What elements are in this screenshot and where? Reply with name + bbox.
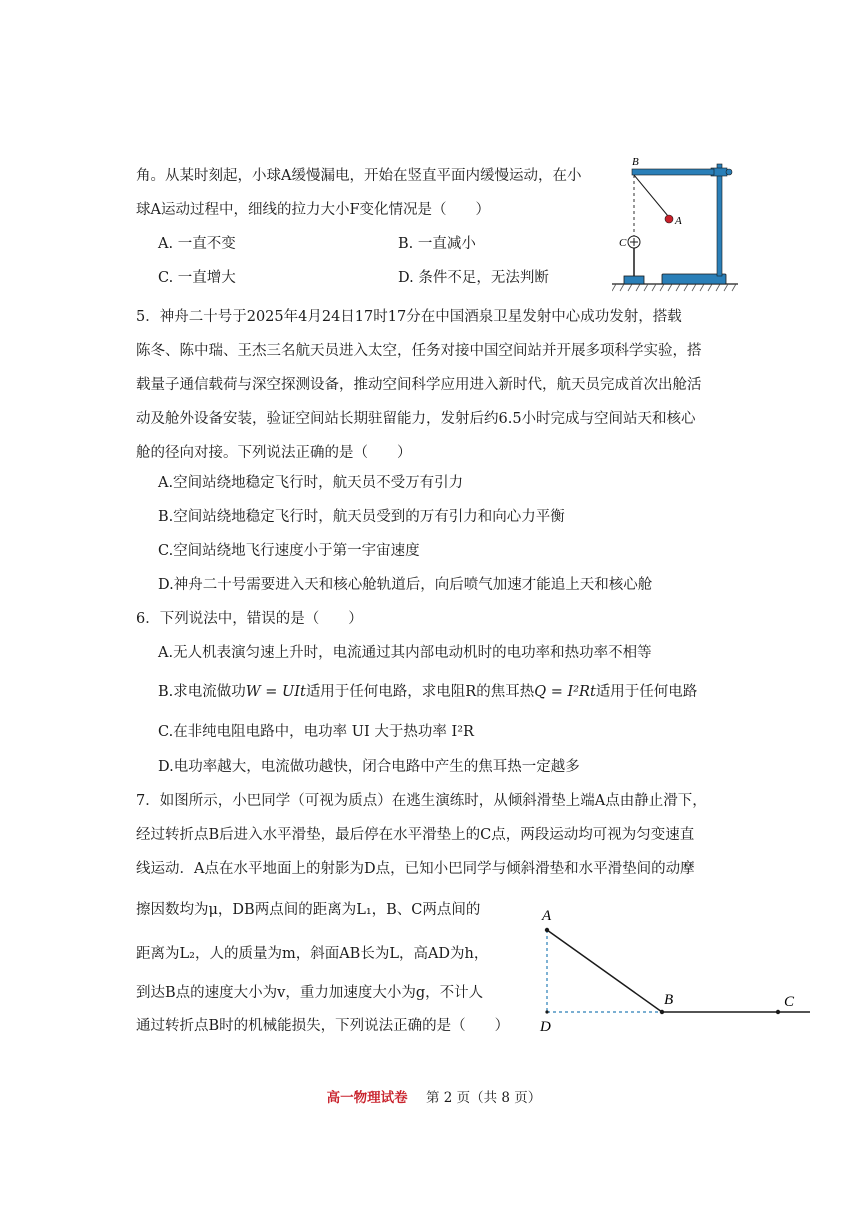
exam-title: 高一物理试卷 — [326, 1090, 408, 1106]
formula-w-uit: W = UIt — [245, 684, 306, 700]
page-footer — [0, 1086, 868, 1106]
q5-option-d: D.神舟二十号需要进入天和核心舱轨道后，向后喷气加速才能追上天和核心舱 — [158, 577, 653, 593]
q7-stem-line-7: 通过转折点B时的机械能损失，下列说法正确的是（ ） — [136, 1018, 510, 1034]
q6-option-c: C.在非纯电阻电路中，电功率 UI 大于热功率 I²R — [158, 724, 474, 740]
page-number: 第 2 页（共 8 页） — [425, 1090, 542, 1106]
q7-stem-line-5: 距离为L₂，人的质量为m，斜面AB长为L，高AD为h， — [136, 946, 489, 962]
q4-option-c: C. 一直增大 — [158, 270, 236, 286]
q7-label-d: D — [540, 1019, 551, 1035]
formula-q-i2rt: Q = I²Rt — [534, 684, 596, 700]
q7-slide-figure — [530, 900, 820, 1040]
q6-option-d: D.电功率越大，电流做功越快，闭合电路中产生的焦耳热一定越多 — [158, 759, 580, 775]
q4-stem-line-2: 球A运动过程中，细线的拉力大小F变化情况是（ ） — [136, 202, 491, 218]
q5-stem-line-3: 载量子通信载荷与深空探测设备，推动空间科学应用进入新时代，航天员完成首次出舱活 — [136, 377, 702, 393]
q6-option-b: B.求电流做功W = UIt适用于任何电路，求电阻R的焦耳热Q = I²Rt适用于任何电路 — [158, 684, 698, 700]
q7-stem-line-1: 7．如图所示，小巴同学（可视为质点）在逃生演练时，从倾斜滑垫上端A点由静止滑下， — [136, 793, 707, 809]
q5-option-b: B.空间站绕地稳定飞行时，航天员受到的万有引力和向心力平衡 — [158, 509, 565, 525]
q5-stem-line-2: 陈冬、陈中瑞、王杰三名航天员进入太空，任务对接中国空间站并开展多项科学实验，搭 — [136, 343, 702, 359]
q4-label-b: B — [632, 156, 639, 168]
q4-option-a: A. 一直不变 — [158, 236, 236, 252]
q7-label-b: B — [664, 992, 674, 1008]
q4-label-a: A — [675, 215, 682, 227]
q7-stem-line-4: 擦因数均为μ，DB两点间的距离为L₁，B、C两点间的 — [136, 902, 481, 918]
q4-apparatus-figure — [612, 150, 742, 295]
q7-label-a: A — [542, 908, 552, 924]
q4-stem-line-1: 角。从某时刻起，小球A缓慢漏电，开始在竖直平面内缓慢运动，在小 — [136, 168, 582, 184]
q5-option-a: A.空间站绕地稳定飞行时，航天员不受万有引力 — [158, 475, 464, 491]
q4-option-b: B. 一直减小 — [398, 236, 476, 252]
q5-stem-line-4: 动及舱外设备安装，验证空间站长期驻留能力，发射后约6.5小时完成与空间站天和核心 — [136, 411, 696, 427]
q7-stem-line-2: 经过转折点B后进入水平滑垫，最后停在水平滑垫上的C点，两段运动均可视为匀变速直 — [136, 827, 695, 843]
q7-label-c: C — [784, 994, 795, 1010]
q5-stem-line-1: 5．神舟二十号于2025年4月24日17时17分在中国酒泉卫星发射中心成功发射，搭载 — [136, 309, 682, 325]
q4-option-d: D. 条件不足，无法判断 — [398, 270, 549, 286]
q5-option-c: C.空间站绕地飞行速度小于第一宇宙速度 — [158, 543, 420, 559]
q6-stem: 6．下列说法中，错误的是（ ） — [136, 611, 363, 627]
q5-stem-line-5: 舱的径向对接。下列说法正确的是（ ） — [136, 445, 412, 461]
q7-stem-line-6: 到达B点的速度大小为v，重力加速度大小为g，不计人 — [136, 985, 484, 1001]
q4-label-c: C — [619, 237, 627, 249]
q7-stem-line-3: 线运动．A点在水平地面上的射影为D点，已知小巴同学与倾斜滑垫和水平滑垫间的动摩 — [136, 861, 695, 877]
q6-option-a: A.无人机表演匀速上升时，电流通过其内部电动机时的电功率和热功率不相等 — [158, 645, 652, 661]
